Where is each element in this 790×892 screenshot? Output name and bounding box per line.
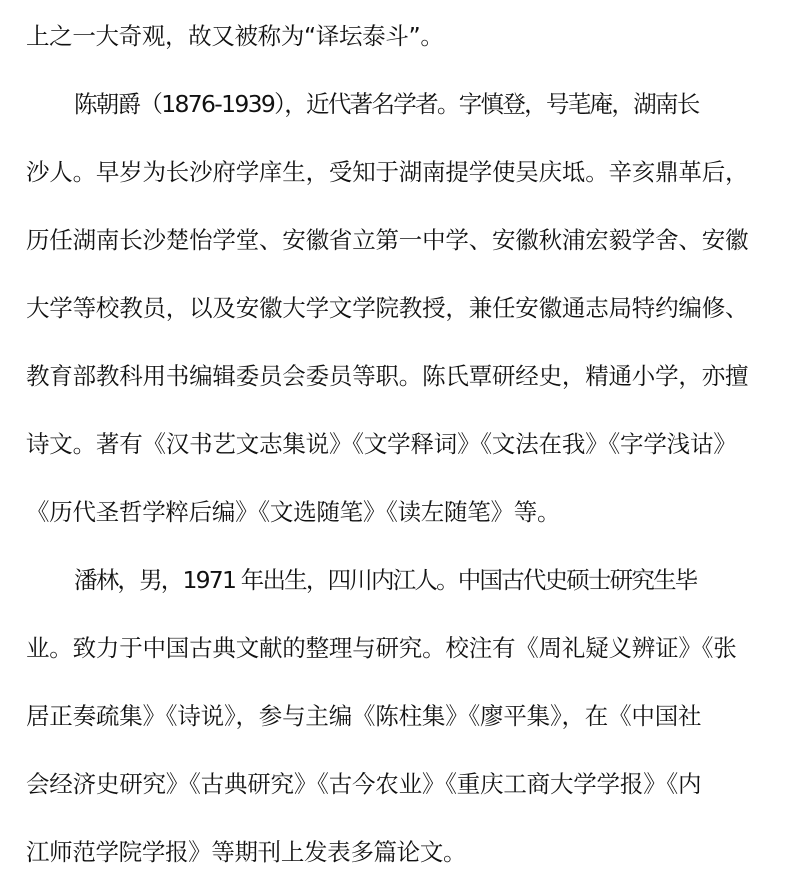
text-line: 历任湖南长沙楚怡学堂、安徽省立第一中学、安徽秋浦宏毅学舍、安徽: [26, 226, 749, 254]
text-line: 会经济史研究》《古典研究》《古今农业》《重庆工商大学学报》《内: [26, 770, 702, 798]
text-line: 江师范学院学报》等期刊上发表多篇论文。: [26, 838, 467, 866]
text-line: 诗文。著有《汉书艺文志集说》《文学释词》《文法在我》《字学浅诂》: [26, 430, 737, 458]
text-line: 沙人。早岁为长沙府学庠生，受知于湖南提学使吴庆坻。辛亥鼎革后，: [26, 158, 749, 186]
text-line: 居正奏疏集》《诗说》，参与主编《陈柱集》《廖平集》，在《中国社: [26, 702, 702, 730]
paragraph-start-line: 陈朝爵（1876-1939），近代著名学者。字慎登，号芼庵，湖南长: [74, 90, 699, 118]
text-line: 业。致力于中国古典文献的整理与研究。校注有《周礼疑义辨证》《张: [26, 634, 737, 662]
text-line: 上之一大奇观，故又被称为“译坛泰斗”。: [26, 22, 444, 50]
text-line: 《历代圣哲学粹后编》《文选随笔》《读左随笔》等。: [26, 498, 561, 526]
text-line: 大学等校教员，以及安徽大学文学院教授，兼任安徽通志局特约编修、: [26, 294, 749, 322]
text-line: 教育部教科用书编辑委员会委员等职。陈氏覃研经史，精通小学，亦擅: [26, 362, 749, 390]
paragraph-start-line: 潘林，男，1971 年出生，四川内江人。中国古代史硕士研究生毕: [74, 566, 697, 594]
